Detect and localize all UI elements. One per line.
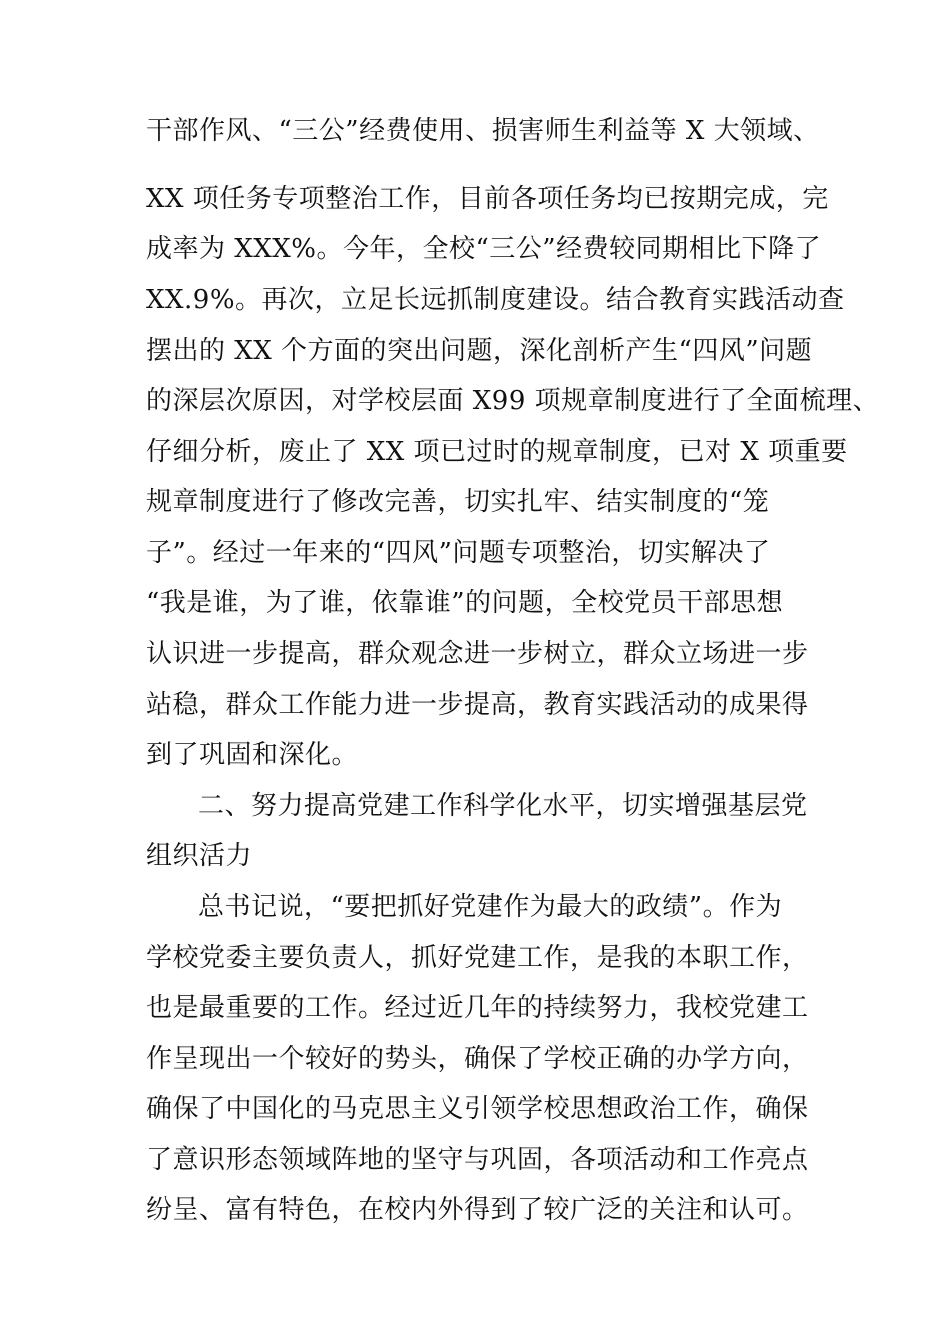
text-line: 作呈现出一个较好的势头，确保了学校正确的办学方向， xyxy=(146,1044,809,1074)
text-line: 总书记说，“要把抓好党建作为最大的政绩”。作为 xyxy=(198,892,783,922)
text-line: 纷呈、富有特色，在校内外得到了较广泛的关注和认可。 xyxy=(146,1195,809,1225)
section-heading-cont: 组织活力 xyxy=(146,841,253,871)
text-line: 仔细分析，废止了 XX 项已过时的规章制度，已对 X 项重要 xyxy=(146,437,848,467)
text-line: “我是谁，为了谁，依靠谁”的问题，全校党员干部思想 xyxy=(146,588,784,618)
text-line: XX 项任务专项整治工作，目前各项任务均已按期完成，完 xyxy=(146,184,829,214)
text-line: 认识进一步提高，群众观念进一步树立，群众立场进一步 xyxy=(146,639,809,669)
text-line: 确保了中国化的马克思主义引领学校思想政治工作，确保 xyxy=(146,1094,809,1124)
text-line: 站稳，群众工作能力进一步提高，教育实践活动的成果得 xyxy=(146,690,809,720)
text-line: 成率为 XXX%。今年，全校“三公”经费较同期相比下降了 xyxy=(146,234,822,264)
text-line: 学校党委主要负责人，抓好党建工作，是我的本职工作， xyxy=(146,943,809,973)
text-line: 也是最重要的工作。经过近几年的持续努力，我校党建工 xyxy=(146,993,809,1023)
section-heading: 二、努力提高党建工作科学化水平，切实增强基层党 xyxy=(198,791,808,821)
text-line: 到了巩固和深化。 xyxy=(146,740,359,770)
text-line: XX.9%。再次，立足长远抓制度建设。结合教育实践活动查 xyxy=(146,285,845,315)
text-line: 摆出的 XX 个方面的突出问题，深化剖析产生“四风”问题 xyxy=(146,336,813,366)
text-line: 规章制度进行了修改完善，切实扎牢、结实制度的“笼 xyxy=(146,487,770,517)
text-line: 子”。经过一年来的“四风”问题专项整治，切实解决了 xyxy=(146,538,771,568)
text-line: 的深层次原因，对学校层面 X99 项规章制度进行了全面梳理、 xyxy=(146,386,880,416)
text-line: 了意识形态领域阵地的坚守与巩固，各项活动和工作亮点 xyxy=(146,1145,809,1175)
text-line: 干部作风、“三公”经费使用、损害师生利益等 X 大领域、 xyxy=(146,116,820,146)
